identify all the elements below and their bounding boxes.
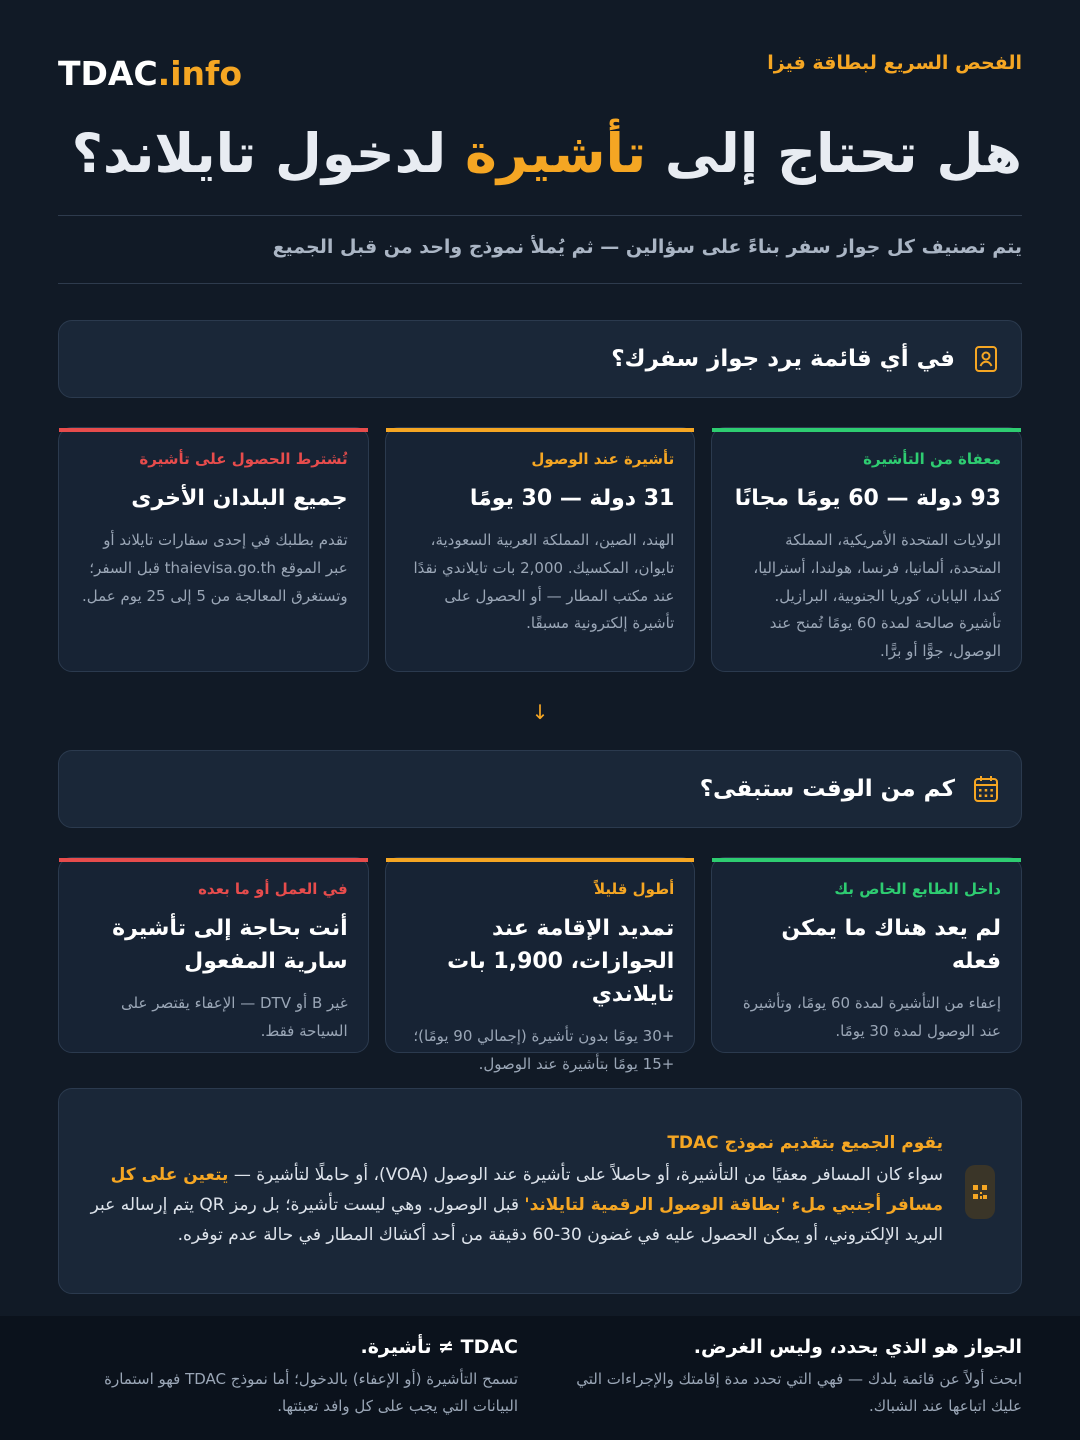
card-visa-exempt bbox=[711, 427, 1022, 672]
card-label: تُشترط الحصول على تأشيرة bbox=[139, 450, 348, 468]
card-body: غير B أو DTV — الإعفاء يقتصر على السياحة فقط. bbox=[121, 994, 348, 1040]
card-body: الهند، الصين، المملكة العربية السعودية، تايوان، المكسيك. 2,000 بات تايلاندي نقدًا عند مكتب المطار — أو الحصول على تأشيرة إلكترونية مسبقًا. bbox=[413, 531, 675, 633]
footer-body: ابحث أولاً عن قائمة بلدك — فهي التي تحدد مدة إقامتك والإجراءات التي عليك اتباعها عند الشباك. bbox=[576, 1370, 1022, 1415]
footer-passport-note bbox=[562, 1336, 1022, 1420]
card-label: تأشيرة عند الوصول bbox=[531, 450, 675, 468]
passport-icon bbox=[973, 344, 999, 374]
title-part-2: لدخول تايلاند؟ bbox=[71, 122, 465, 185]
card-label: داخل الطابع الخاص بك bbox=[834, 880, 1001, 898]
stay-cards bbox=[58, 857, 1022, 1073]
page-title bbox=[72, 122, 1022, 187]
tdac-body-part-1: سواء كان المسافر معفيًا من التأشيرة، أو حاصلاً على تأشيرة عند الوصول (VOA)، أو حاملًا لتأشيرة — bbox=[228, 1165, 943, 1186]
question-text: كم من الوقت ستبقى؟ bbox=[699, 776, 955, 802]
divider bbox=[58, 215, 1022, 216]
qr-code-icon bbox=[965, 1165, 995, 1219]
card-body: تقدم بطلبك في إحدى سفارات تايلاند أو عبر الموقع thaievisa.go.th قبل السفر؛ وتستغرق المعالجة من 5 إلى 25 يوم عمل. bbox=[81, 531, 348, 605]
footer-tdac-note bbox=[58, 1336, 518, 1420]
card-visa-required bbox=[58, 427, 369, 672]
question-passport-list bbox=[58, 320, 1022, 398]
card-label: في العمل أو ما بعده bbox=[198, 880, 348, 898]
card-body: +30 يومًا بدون تأشيرة (إجمالي 90 يومًا)؛ +15 يومًا بتأشيرة عند الوصول. bbox=[413, 1027, 675, 1073]
tdac-body bbox=[85, 1161, 943, 1250]
card-work-or-beyond bbox=[58, 857, 369, 1053]
card-title: جميع البلدان الأخرى bbox=[131, 486, 348, 511]
card-body: إعفاء من التأشيرة لمدة 60 يومًا، وتأشيرة عند الوصول لمدة 30 يومًا. bbox=[742, 994, 1001, 1040]
tdac-body-highlight: يتعين على كل مسافر أجنبي ملء 'بطاقة الوصول الرقمية لتايلاند' bbox=[110, 1165, 943, 1216]
tdac-notice bbox=[58, 1088, 1022, 1294]
card-title: تمديد الإقامة عند الجوازات، 1,900 بات تايلاندي bbox=[447, 916, 675, 1007]
footer bbox=[0, 1316, 1080, 1440]
brand-domain: .info bbox=[157, 54, 243, 93]
passport-cards bbox=[58, 427, 1022, 672]
title-part-1: هل تحتاج إلى bbox=[646, 122, 1022, 185]
kicker-label: الفحص السريع لبطاقة فيزا bbox=[767, 52, 1022, 74]
card-within-stamp bbox=[711, 857, 1022, 1053]
question-stay-length bbox=[58, 750, 1022, 828]
tdac-body-part-2: قبل الوصول. وهي ليست تأشيرة؛ بل رمز QR يتم إرساله عبر البريد الإلكتروني، أو يمكن الحصول عليه في غضون 30-60 دقيقة من أحد أكشاك المطار في حالة عدم توفره. bbox=[90, 1195, 943, 1245]
subtitle: يتم تصنيف كل جواز سفر بناءً على سؤالين — ثم يُملأ نموذج واحد من قبل الجميع bbox=[272, 236, 1022, 258]
card-label: معفاة من التأشيرة bbox=[863, 450, 1001, 468]
footer-heading: الجواز هو الذي يحدد، وليس الغرض. bbox=[693, 1336, 1022, 1358]
card-body: الولايات المتحدة الأمريكية، المملكة المتحدة، ألمانيا، فرنسا، هولندا، أستراليا، كندا، اليابان، كوريا الجنوبية، البرازيل. تأشيرة صالحة لمدة 60 يومًا تُمنح عند الوصول، جوًّا أو برًّا. bbox=[753, 531, 1001, 660]
brand-logo[interactable] bbox=[58, 54, 242, 93]
brand-main: TDAC bbox=[58, 54, 158, 93]
calendar-icon bbox=[973, 774, 999, 804]
card-title: 93 دولة — 60 يومًا مجانًا bbox=[734, 486, 1001, 511]
card-label: أطول قليلاً bbox=[593, 880, 675, 898]
title-accent: تأشيرة bbox=[464, 122, 647, 185]
card-title: 31 دولة — 30 يومًا bbox=[469, 486, 675, 511]
card-title: أنت بحاجة إلى تأشيرة سارية المفعول bbox=[112, 916, 348, 974]
divider bbox=[58, 283, 1022, 284]
question-text: في أي قائمة يرد جواز سفرك؟ bbox=[611, 346, 955, 372]
card-slightly-longer bbox=[385, 857, 696, 1073]
card-visa-on-arrival bbox=[385, 427, 696, 672]
arrow-down-icon: ↓ bbox=[531, 700, 549, 724]
footer-heading: TDAC ≠ تأشيرة. bbox=[360, 1336, 518, 1358]
card-title: لم يعد هناك ما يمكن فعله bbox=[781, 916, 1001, 974]
footer-body: تسمح التأشيرة (أو الإعفاء) بالدخول؛ أما نموذج TDAC فهو استمارة البيانات التي يجب على كل وافد تعبئتها. bbox=[104, 1370, 518, 1415]
tdac-label: يقوم الجميع بتقديم نموذج TDAC bbox=[667, 1133, 943, 1154]
